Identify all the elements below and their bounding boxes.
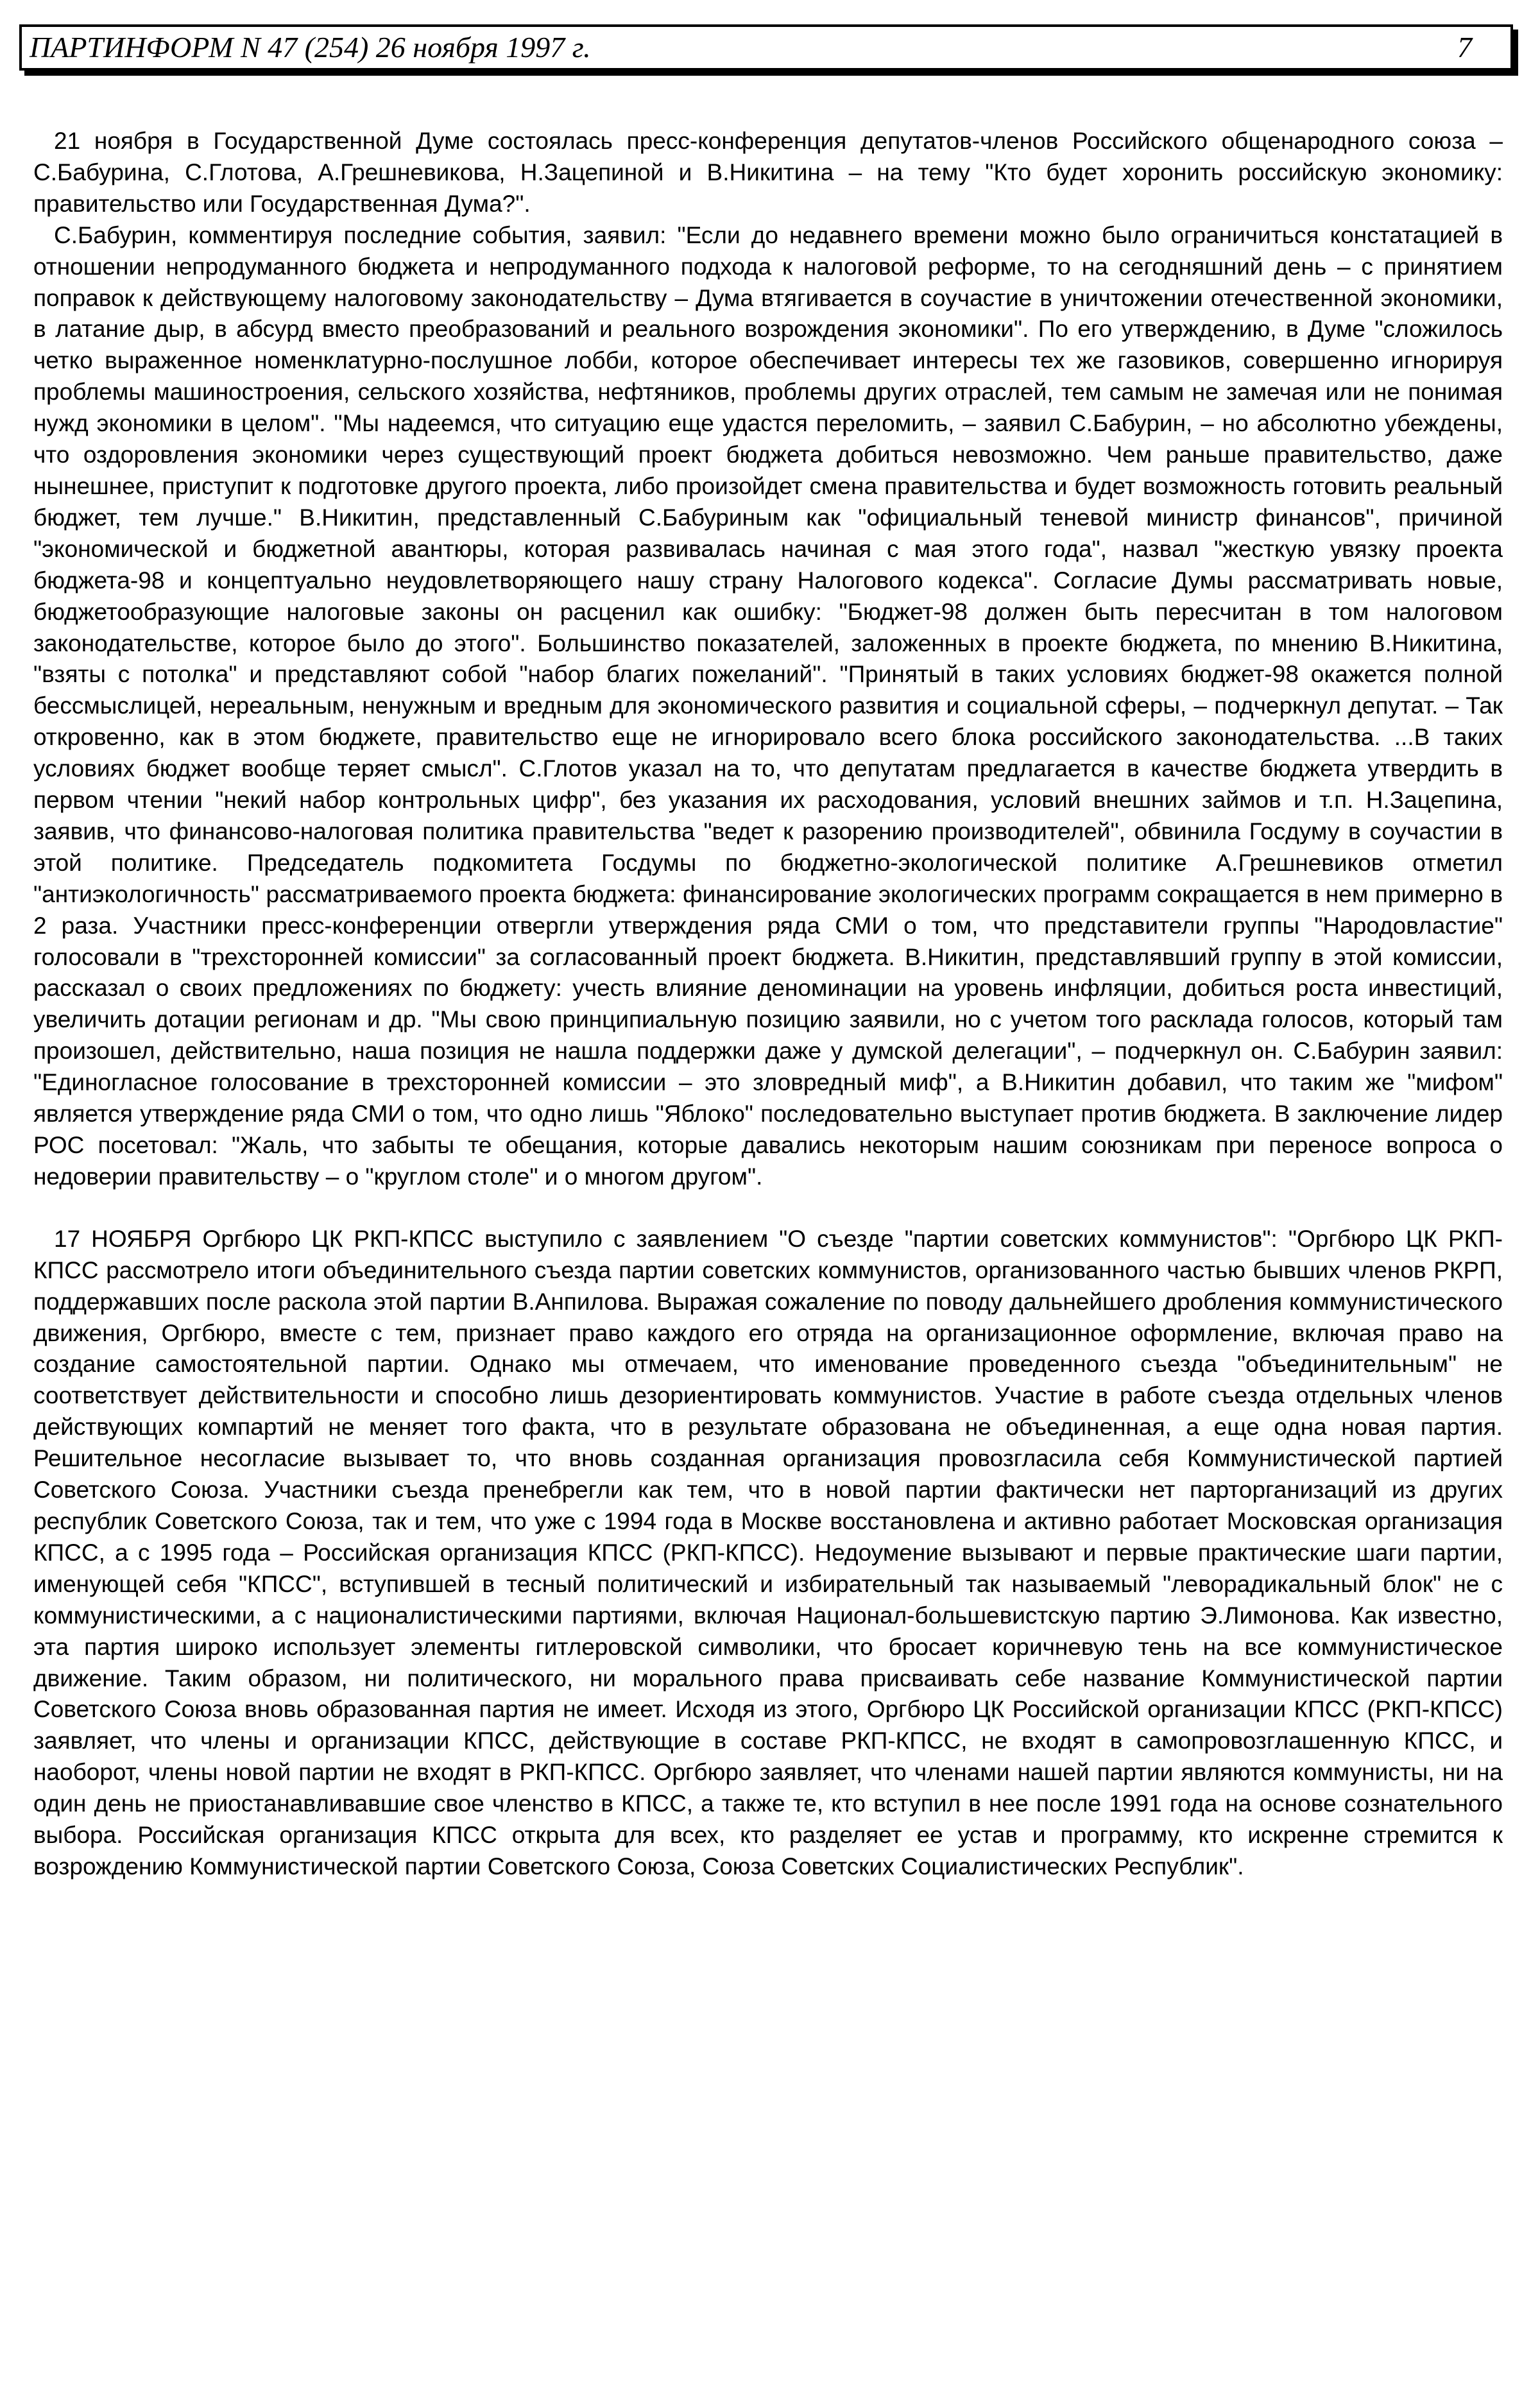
page-header (19, 24, 1513, 71)
header-title: ПАРТИНФОРМ N 47 (254) 26 ноября 1997 г. (30, 31, 591, 64)
article-paragraph: С.Бабурин, комментируя последние события, заявил: "Если до недавнего времени можно было ограничиться констатацией в отношении непродуманного бюджета и непродуманного подхода к налоговой реформе, то на сегодняшний день – с принятием поправок к действующему налоговому законодательству – Дума втягивается в соучастие в уничтожении отечественной экономики, в латание дыр, в абсурд вместо преобразований и реального возрождения экономики". По его утверждению, в Думе "сложилось четко выраженное номенклатурно-послушное лобби, которое обеспечивает интересы тех же газовиков, совершенно игнорируя проблемы машиностроения, сельского хозяйства, нефтяников, проблемы других отраслей, тем самым не замечая или не понимая нужд экономики в целом". "Мы надеемся, что ситуацию еще удастся переломить, – заявил С.Бабурин, – но абсолютно убеждены, что оздоровления экономики через существующий проект бюджета добиться невозможно. Чем раньше правительство, даже нынешнее, приступит к подготовке другого проекта, либо произойдет смена правительства и будет возможность готовить реальный бюджет, тем лучше." В.Никитин, представленный С.Бабуриным как "официальный теневой министр финансов", причиной "экономической и бюджетной авантюры, которая развивалась начиная с мая этого года", назвал "жесткую увязку проекта бюджета-98 и концептуально неудовлетворяющего нашу страну Налогового кодекса". Согласие Думы рассматривать новые, бюджетообразующие налоговые законы он расценил как ошибку: "Бюджет-98 должен быть пересчитан в том налоговом законодательстве, которое было до этого". Большинство показателей, заложенных в проекте бюджета, по мнению В.Никитина, "взяты с потолка" и представляют собой "набор благих пожеланий". "Принятый в таких условиях бюджет-98 окажется полной бессмыслицей, нереальным, ненужным и вредным для экономического развития и социальной сферы, – подчеркнул депутат. – Так откровенно, как в этом бюджете, правительство еще не игнорировало всего блока российского законодательства. ...В таких условиях бюджет вообще теряет смысл". С.Глотов указал на то, что депутатам предлагается в качестве бюджета утвердить в первом чтении "некий набор контрольных цифр", без указания их расходования, условий внешних займов и т.п. Н.Зацепина, заявив, что финансово-налоговая политика правительства "ведет к разорению производителей", обвинила Госдуму в соучастии в этой политике. Председатель подкомитета Госдумы по бюджетно-экологической политике А.Грешневиков отметил "антиэкологичность" рассматриваемого проекта бюджета: финансирование экологических программ сокращается в нем примерно в 2 раза. Участники пресс-конференции отвергли утверждения ряда СМИ о том, что представители группы "Народовластие" голосовали в "трехсторонней комиссии" за согласованный проект бюджета. В.Никитин, представлявший группу в этой комиссии, рассказал о своих предложениях по бюджету: учесть влияние деноминации на уровень инфляции, добиться роста инвестиций, увеличить дотации регионам и др. "Мы свою принципиальную позицию заявили, но с учетом того расклада голосов, который там произошел, действительно, наша позиция не нашла поддержки даже у думской делегации", – подчеркнул он. С.Бабурин заявил: "Единогласное голосование в трехсторонней комиссии – это зловредный миф", а В.Никитин добавил, что таким же "мифом" является утверждение ряда СМИ о том, что одно лишь "Яблоко" последовательно выступает против бюджета. В заключение лидер РОС посетовал: "Жаль, что забыты те обещания, которые давались некоторым нашим союзникам при переносе вопроса о недоверии правительству – о "круглом столе" и о многом другом". (33, 221, 1503, 1190)
article-paragraph: 21 ноября в Государственной Думе состоялась пресс-конференция депутатов-членов Российского общенародного союза – С.Бабурина, С.Глотова, А.Грешневикова, Н.Зацепиной и В.Никитина – на тему "Кто будет хоронить российскую экономику: правительство или Государственная Дума?". (33, 128, 1503, 217)
article-body (33, 126, 1503, 1883)
page-number: 7 (1457, 31, 1472, 64)
article-paragraph: 17 НОЯБРЯ Оргбюро ЦК РКП-КПСС выступило с заявлением "О съезде "партии советских коммунистов": "Оргбюро ЦК РКП-КПСС рассмотрело итоги объединительного съезда партии советских коммунистов, организованного частью бывших членов РКРП, поддержавших после раскола этой партии В.Анпилова. Выражая сожаление по поводу дальнейшего дробления коммунистического движения, Оргбюро, вместе с тем, признает право каждого его отряда на организационное оформление, включая право на создание самостоятельной партии. Однако мы отмечаем, что именование проведенного съезда "объединительным" не соответствует действительности и способно лишь дезориентировать коммунистов. Участие в работе съезда отдельных членов действующих компартий не меняет того факта, что в результате образована не объединенная, а еще одна новая партия. Решительное несогласие вызывает то, что вновь созданная организация провозгласила себя Коммунистической партией Советского Союза. Участники съезда пренебрегли как тем, что в новой партии фактически нет парторганизаций из других республик Советского Союза, так и тем, что уже с 1994 года в Москве восстановлена и активно работает Московская организация КПСС, а с 1995 года – Российская организация КПСС (РКП-КПСС). Недоумение вызывают и первые практические шаги партии, именующей себя "КПСС", вступившей в тесный политический и избирательный так называемый "леворадикальный блок" не с коммунистическими, а с националистическими партиями, включая Национал-большевистскую партию Э.Лимонова. Как известно, эта партия широко использует элементы гитлеровской символики, что бросает коричневую тень на все коммунистическое движение. Таким образом, ни политического, ни морального права присваивать себе название Коммунистической партии Советского Союза вновь образованная партия не имеет. Исходя из этого, Оргбюро ЦК Российской организации КПСС (РКП-КПСС) заявляет, что члены и организации КПСС, действующие в составе РКП-КПСС, не входят в самопровозглашенную КПСС, и наоборот, члены новой партии не входят в РКП-КПСС. Оргбюро заявляет, что членами нашей партии являются коммунисты, ни на один день не приостанавливавшие свое членство в КПСС, а также те, кто вступил в нее после 1991 года на основе сознательного выбора. Российская организация КПСС открыта для всех, кто разделяет ее устав и программу, кто искренне стремится к возрождению Коммунистической партии Советского Союза, Союза Советских Социалистических Республик". (33, 1225, 1503, 1880)
